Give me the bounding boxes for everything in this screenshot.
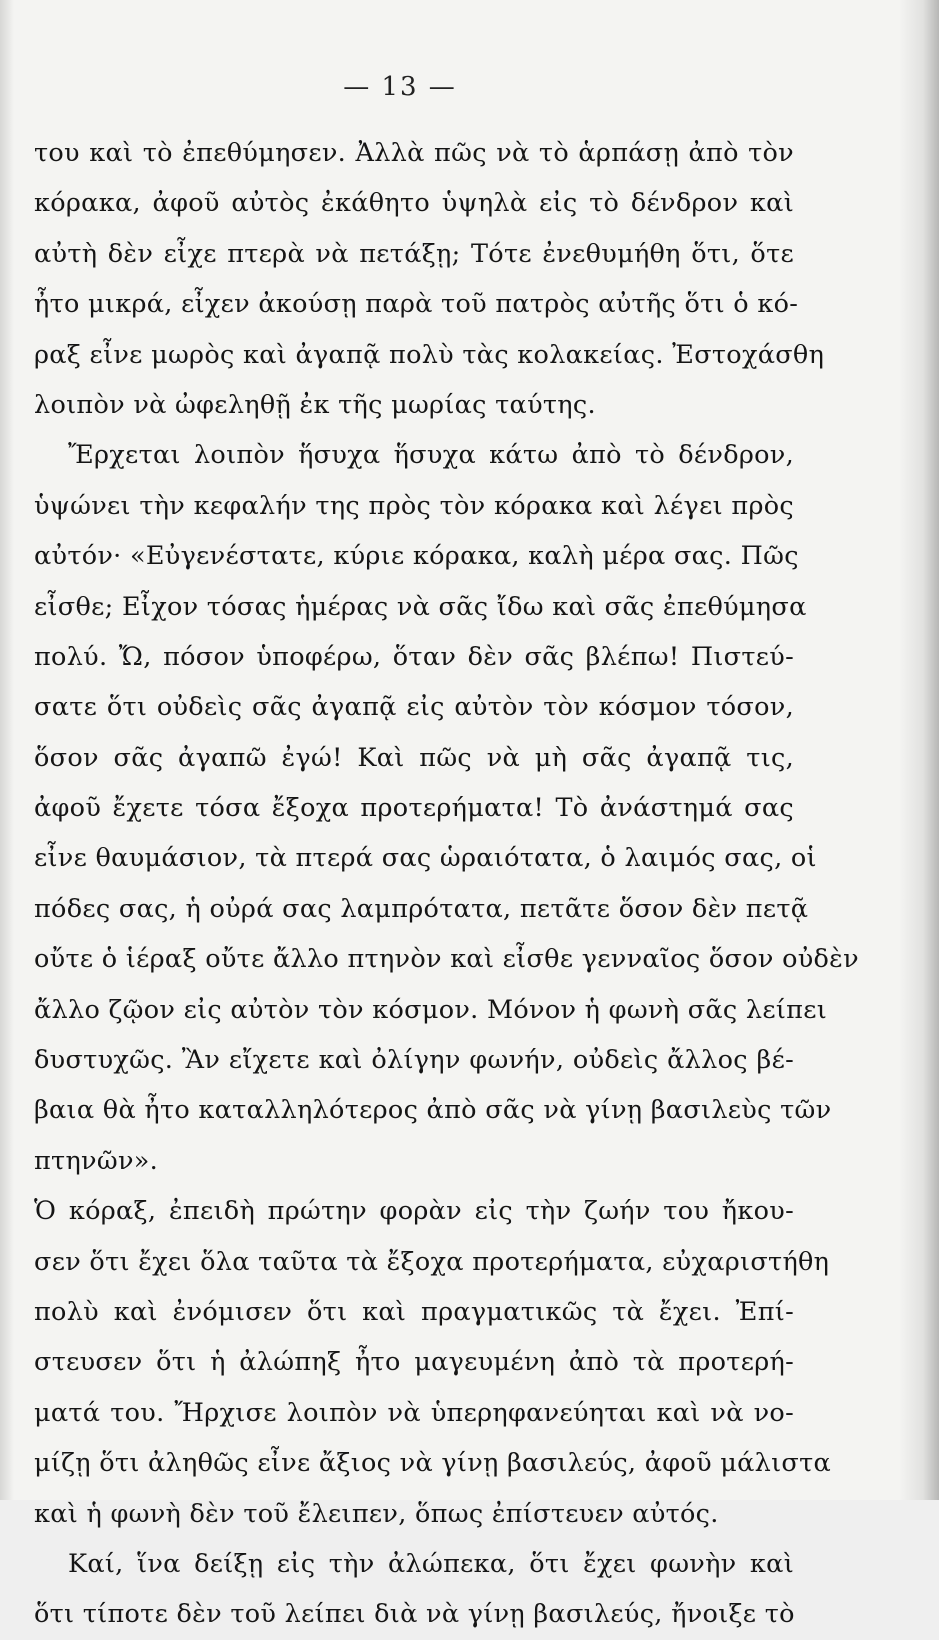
text-line: εἶνε θαυμάσιον, τὰ πτερά σας ὡραιότατα, ὁ λαιμός σας, οἱ [34,843,817,874]
text-line: βαια θὰ ἦτο καταλληλότερος ἀπὸ σᾶς νὰ γίνῃ βασιλεὺς τῶν [34,1095,832,1126]
text-line: πολὺ καὶ ἐνόμισεν ὅτι καὶ πραγματικῶς τὰ ἔχει. Ἐπί- [34,1296,794,1327]
paragraph-start-line: Καί, ἵνα δείξῃ εἰς τὴν ἀλώπεκα, ὅτι ἔχει φωνὴν καὶ [68,1548,794,1579]
gutter-shadow [0,0,14,1500]
text-line: μίζῃ ὅτι ἀληθῶς εἶνε ἄξιος νὰ γίνῃ βασιλεύς, ἀφοῦ μάλιστα [34,1448,832,1479]
body-text [34,128,859,1640]
text-line: ματά του. Ἤρχισε λοιπὸν νὰ ὑπερηφανεύηται καὶ νὰ νο- [34,1397,794,1428]
paragraph-start-line: Ὁ κόραξ, ἐπειδὴ πρώτην φορὰν εἰς τὴν ζωήν του ἤκου- [34,1196,794,1227]
text-line: καὶ ἡ φωνὴ δὲν τοῦ ἔλειπεν, ὅπως ἐπίστευεν αὐτός. [34,1498,719,1529]
text-line: στευσεν ὅτι ἡ ἀλώπηξ ἦτο μαγευμένη ἀπὸ τὰ προτερή- [34,1347,794,1378]
text-line: αὐτόν· «Εὐγενέστατε, κύριε κόρακα, καλὴ μέρα σας. Πῶς [34,541,799,572]
text-line: πόδες σας, ἡ οὐρά σας λαμπρότατα, πετᾶτε ὅσον δὲν πετᾷ [34,893,809,924]
paragraph-start-line: Ἔρχεται λοιπὸν ἥσυχα ἥσυχα κάτω ἀπὸ τὸ δένδρον, [68,440,794,471]
text-line: ἄλλο ζῷον εἰς αὐτὸν τὸν κόσμον. Μόνον ἡ φωνὴ σᾶς λείπει [34,994,828,1025]
text-line: ἦτο μικρά, εἶχεν ἀκούσῃ παρὰ τοῦ πατρὸς αὐτῆς ὅτι ὁ κό- [34,289,799,320]
page-number: — 13 — [343,72,457,102]
text-line: κόρακα, ἀφοῦ αὐτὸς ἐκάθητο ὑψηλὰ εἰς τὸ δένδρον καὶ [34,188,794,219]
text-line: ραξ εἶνε μωρὸς καὶ ἀγαπᾷ πολὺ τὰς κολακείας. Ἐστοχάσθη [34,339,825,370]
text-line: του καὶ τὸ ἐπεθύμησεν. Ἀλλὰ πῶς νὰ τὸ ἁρπάσῃ ἀπὸ τὸν [34,138,794,168]
text-line: πτηνῶν». [34,1145,159,1176]
text-line: εἶσθε; Εἶχον τόσας ἡμέρας νὰ σᾶς ἴδω καὶ σᾶς ἐπεθύμησα [34,591,807,622]
text-line: λοιπὸν νὰ ὠφεληθῇ ἐκ τῆς μωρίας ταύτης. [34,389,596,420]
text-line: σεν ὅτι ἔχει ὅλα ταῦτα τὰ ἔξοχα προτερήματα, εὐχαριστήθη [34,1246,830,1277]
text-line: ὑψώνει τὴν κεφαλήν της πρὸς τὸν κόρακα καὶ λέγει πρὸς [34,490,794,521]
text-line: ὅτι τίποτε δὲν τοῦ λείπει διὰ νὰ γίνῃ βασιλεύς, ἤνοιξε τὸ [34,1599,795,1630]
text-line: ἀφοῦ ἔχετε τόσα ἔξοχα προτερήματα! Τὸ ἀνάστημά σας [34,793,794,824]
text-line: οὔτε ὁ ἱέραξ οὔτε ἄλλο πτηνὸν καὶ εἶσθε γενναῖος ὅσον οὐδὲν [34,944,859,975]
text-line: ὅσον σᾶς ἀγαπῶ ἐγώ! Καὶ πῶς νὰ μὴ σᾶς ἀγαπᾷ τις, [34,742,794,773]
text-line: πολύ. Ὤ, πόσον ὑποφέρω, ὅταν δὲν σᾶς βλέπω! Πιστεύ- [34,641,794,672]
text-line: αὐτὴ δὲν εἶχε πτερὰ νὰ πετάξῃ; Τότε ἐνεθυμήθη ὅτι, ὅτε [34,238,794,269]
text-line: σατε ὅτι οὐδεὶς σᾶς ἀγαπᾷ εἰς αὐτὸν τὸν κόσμον τόσον, [34,692,794,723]
page-edge-shadow [899,0,939,1500]
text-line: δυστυχῶς. Ἂν εἴχετε καὶ ὀλίγην φωνήν, οὐδεὶς ἄλλος βέ- [34,1045,794,1076]
